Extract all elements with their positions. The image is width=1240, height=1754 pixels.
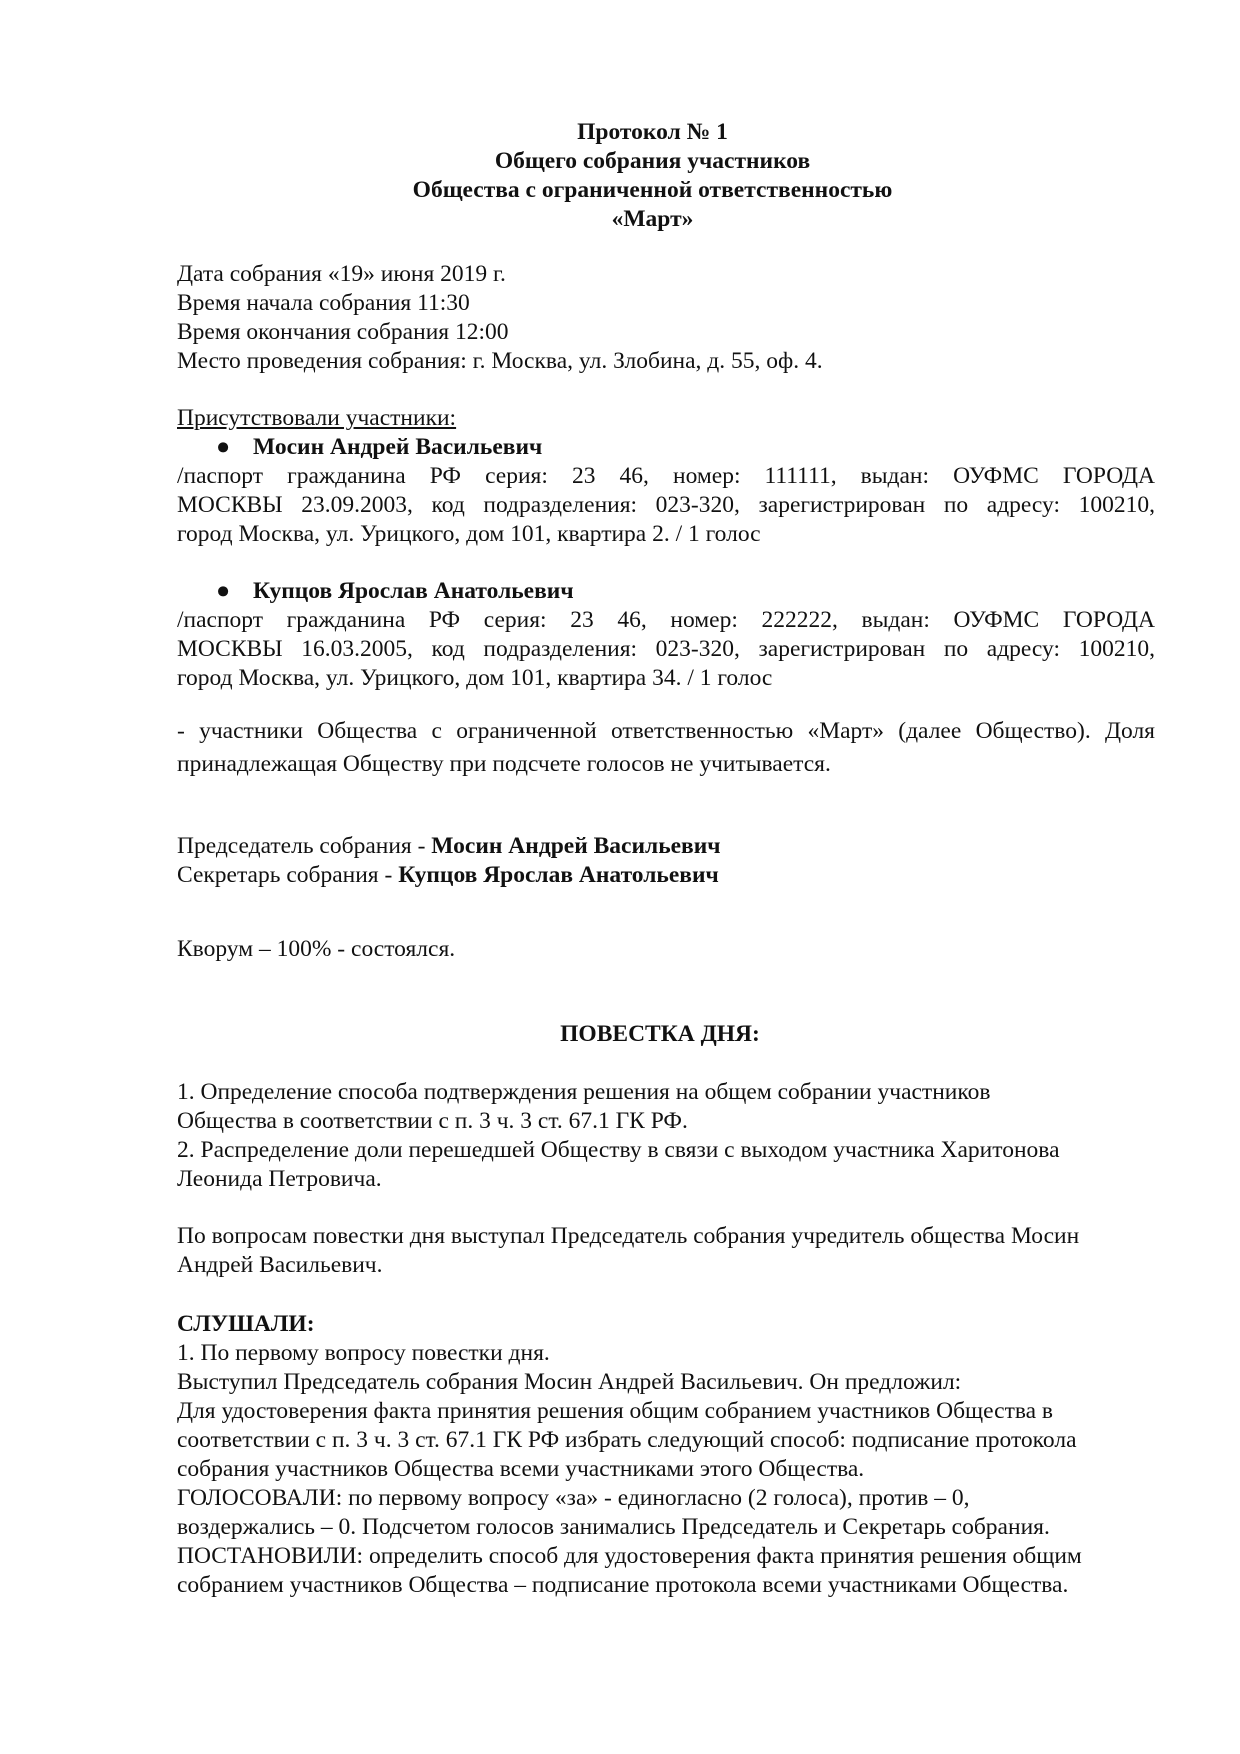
secretary-label: Секретарь собрания -: [177, 862, 399, 888]
attendee-1-name: Мосин Андрей Васильевич: [253, 434, 543, 460]
attendees-note-line-1: - участники Общества с ограниченной ответственностью «Март» (далее Общество). Доля: [177, 718, 1155, 744]
meeting-end-time: Время окончания собрания 12:00: [177, 319, 509, 345]
heard-line: воздержались – 0. Подсчетом голосов занимались Председатель и Секретарь собрания.: [177, 1514, 1050, 1540]
agenda-item-2-line-1: 2. Распределение доли перешедшей Обществу в связи с выходом участника Харитонова: [177, 1137, 1060, 1163]
heard-line: соответствии с п. 3 ч. 3 ст. 67.1 ГК РФ избрать следующий способ: подписание протокола: [177, 1427, 1077, 1453]
agenda-heading: [0, 1020, 1240, 1049]
heard-line: 1. По первому вопросу повестки дня.: [177, 1340, 550, 1366]
meeting-info: [177, 260, 1155, 376]
agenda-item-1-line-1: 1. Определение способа подтверждения решения на общем собрании участников: [177, 1079, 991, 1105]
title-line-4: «Март»: [611, 206, 694, 232]
bullet-icon: ●: [216, 434, 231, 460]
meeting-place: Место проведения собрания: г. Москва, ул. Злобина, д. 55, оф. 4.: [177, 348, 823, 374]
chair-label: Председатель собрания -: [177, 833, 432, 859]
title-line-2: Общего собрания участников: [494, 148, 811, 174]
meeting-start-time: Время начала собрания 11:30: [177, 290, 470, 316]
chair-name: Мосин Андрей Васильевич: [431, 833, 721, 859]
agenda-heading-text: ПОВЕСТКА ДНЯ:: [560, 1021, 760, 1047]
agenda-items: [177, 1078, 1155, 1194]
attendee-2-block: [177, 577, 1155, 693]
attendees-note-line-2: принадлежащая Обществу при подсчете голосов не учитывается.: [177, 751, 831, 777]
chair-line: [177, 832, 1155, 861]
heard-line: Выступил Председатель собрания Мосин Андрей Васильевич. Он предложил:: [177, 1369, 962, 1395]
attendees-section: [177, 404, 1155, 549]
heard-line: ГОЛОСОВАЛИ: по первому вопросу «за» - единогласно (2 голоса), против – 0,: [177, 1485, 970, 1511]
attendee-1-passport-line-3: город Москва, ул. Урицкого, дом 101, квартира 2. / 1 голос: [177, 521, 761, 547]
heard-section: [177, 1310, 1155, 1600]
agenda-item-2-line-2: Леонида Петровича.: [177, 1166, 382, 1192]
title-line-1: Протокол № 1: [577, 119, 728, 145]
agenda-speaker: [177, 1222, 1155, 1280]
document-title: [0, 118, 1240, 234]
quorum-text: Кворум – 100% - состоялся.: [177, 936, 456, 962]
agenda-item-1-line-2: Общества в соответствии с п. 3 ч. 3 ст. 67.1 ГК РФ.: [177, 1108, 688, 1134]
attendees-heading: Присутствовали участники:: [177, 405, 457, 431]
heard-heading: СЛУШАЛИ:: [177, 1311, 315, 1337]
heard-line: Для удостоверения факта принятия решения общим собранием участников Общества в: [177, 1398, 1054, 1424]
attendees-note: [177, 715, 1155, 781]
speaker-line-2: Андрей Васильевич.: [177, 1252, 383, 1278]
heard-line: собранием участников Общества – подписание протокола всеми участниками Общества.: [177, 1572, 1069, 1598]
attendee-1-passport-line-2: МОСКВЫ 23.09.2003, код подразделения: 023-320, зарегистрирован по адресу: 100210,: [177, 492, 1155, 518]
heard-line: ПОСТАНОВИЛИ: определить способ для удостоверения факта принятия решения общим: [177, 1543, 1082, 1569]
heard-line: собрания участников Общества всеми участниками этого Общества.: [177, 1456, 865, 1482]
attendee-name: [177, 577, 1155, 606]
attendee-2-name: Купцов Ярослав Анатольевич: [253, 578, 574, 604]
attendee-2-passport-line-2: МОСКВЫ 16.03.2005, код подразделения: 023-320, зарегистрирован по адресу: 100210,: [177, 636, 1155, 662]
attendee-1-passport-line-1: /паспорт гражданина РФ серия: 23 46, номер: 111111, выдан: ОУФМС ГОРОДА: [177, 463, 1155, 489]
meeting-date: Дата собрания «19» июня 2019 г.: [177, 261, 506, 287]
quorum: [177, 935, 1155, 964]
attendee-2-passport-line-3: город Москва, ул. Урицкого, дом 101, квартира 34. / 1 голос: [177, 665, 773, 691]
secretary-name: Купцов Ярослав Анатольевич: [398, 862, 719, 888]
secretary-line: [177, 861, 1155, 890]
title-line-3: Общества с ограниченной ответственностью: [412, 177, 893, 203]
attendee-name: [177, 433, 1155, 462]
bullet-icon: ●: [216, 578, 231, 604]
attendee-2-passport-line-1: /паспорт гражданина РФ серия: 23 46, номер: 222222, выдан: ОУФМС ГОРОДА: [177, 607, 1155, 633]
officers: [177, 832, 1155, 890]
speaker-line-1: По вопросам повестки дня выступал Председатель собрания учредитель общества Мосин: [177, 1223, 1080, 1249]
